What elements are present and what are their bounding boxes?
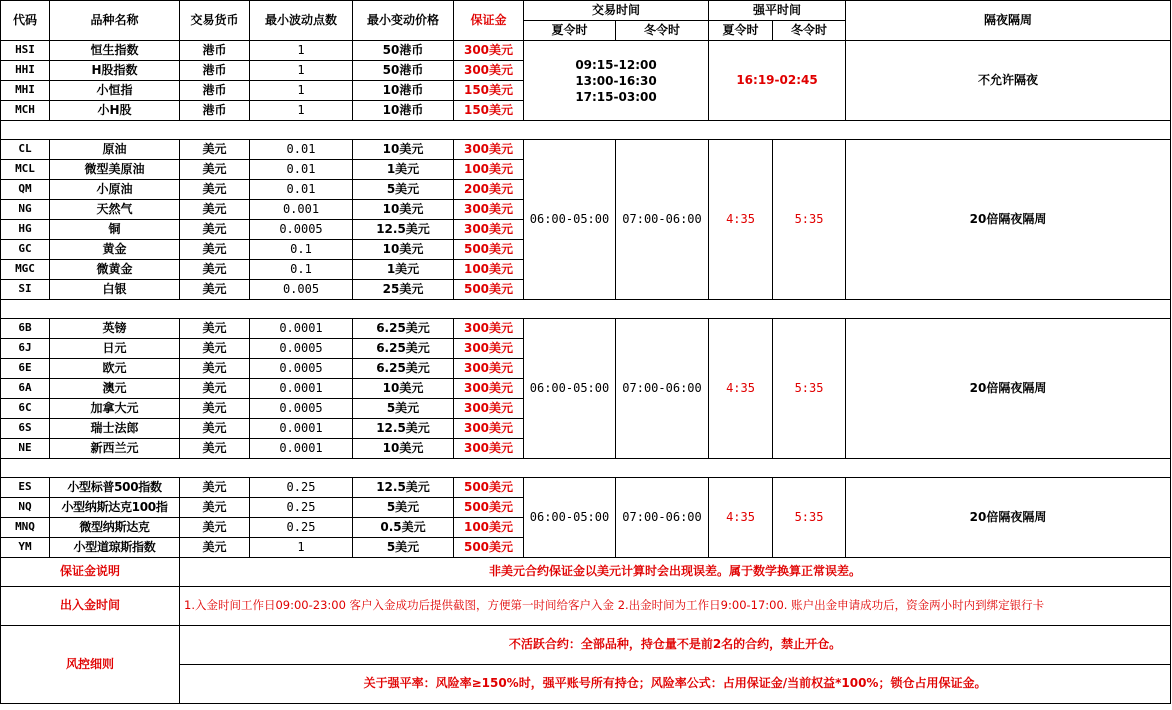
cell-tick: 0.0005: [250, 399, 353, 419]
cell-code: MCL: [1, 160, 50, 180]
cell-margin: 100美元: [454, 518, 524, 538]
table-row: [1, 140, 1171, 160]
cell-code: NQ: [1, 498, 50, 518]
header-liq-winter: 冬令时: [773, 21, 846, 41]
cell-value: 0.5美元: [353, 518, 454, 538]
fx-liq-summer: 4:35: [709, 319, 773, 459]
cell-margin: 300美元: [454, 220, 524, 240]
cell-value: 6.25美元: [353, 359, 454, 379]
risk-label: 风控细则: [1, 626, 180, 704]
cell-name: H股指数: [50, 61, 180, 81]
cell-value: 10美元: [353, 379, 454, 399]
cell-value: 5美元: [353, 498, 454, 518]
cell-margin: 300美元: [454, 399, 524, 419]
cell-code: 6E: [1, 359, 50, 379]
us-index-liq-summer: 4:35: [709, 478, 773, 558]
cell-value: 12.5美元: [353, 220, 454, 240]
us-index-overnight: 20倍隔夜隔周: [846, 478, 1171, 558]
risk-text-liquidation: 关于强平率：风险率≥150%时，强平账号所有持仓；风险率公式：占用保证金/当前权益*100%；锁仓占用保证金。: [180, 665, 1171, 704]
header-margin: 保证金: [454, 1, 524, 41]
cell-code: ES: [1, 478, 50, 498]
cell-name: 恒生指数: [50, 41, 180, 61]
cell-name: 新西兰元: [50, 439, 180, 459]
cell-name: 英镑: [50, 319, 180, 339]
cell-margin: 200美元: [454, 180, 524, 200]
cell-currency: 港币: [180, 81, 250, 101]
hk-trade-time: [524, 41, 709, 121]
cell-currency: 港币: [180, 41, 250, 61]
us-index-trade-winter: 07:00-06:00: [616, 478, 709, 558]
cell-code: CL: [1, 140, 50, 160]
header-currency: 交易货币: [180, 1, 250, 41]
cell-currency: 港币: [180, 61, 250, 81]
cell-value: 50港币: [353, 61, 454, 81]
cell-value: 1美元: [353, 160, 454, 180]
fx-liq-winter: 5:35: [773, 319, 846, 459]
hk-liquidation-time: 16:19-02:45: [709, 41, 846, 121]
cell-name: 瑞士法郎: [50, 419, 180, 439]
cell-currency: 港币: [180, 101, 250, 121]
cell-code: MGC: [1, 260, 50, 280]
table-row: [1, 41, 1171, 61]
cell-name: 微黄金: [50, 260, 180, 280]
cell-margin: 300美元: [454, 419, 524, 439]
cell-tick: 1: [250, 81, 353, 101]
header-min-tick: 最小波动点数: [250, 1, 353, 41]
cell-tick: 0.0005: [250, 359, 353, 379]
cell-currency: 美元: [180, 240, 250, 260]
us-index-liq-winter: 5:35: [773, 478, 846, 558]
cell-value: 6.25美元: [353, 319, 454, 339]
cell-tick: 0.01: [250, 180, 353, 200]
cell-name: 小型标普500指数: [50, 478, 180, 498]
spacer-cell: [1, 121, 1171, 140]
cell-margin: 500美元: [454, 538, 524, 558]
cell-tick: 0.0005: [250, 339, 353, 359]
risk-row-1: [1, 626, 1171, 665]
cell-currency: 美元: [180, 180, 250, 200]
cell-margin: 100美元: [454, 160, 524, 180]
cell-code: HHI: [1, 61, 50, 81]
cell-currency: 美元: [180, 220, 250, 240]
cell-margin: 150美元: [454, 101, 524, 121]
cell-margin: 500美元: [454, 280, 524, 300]
cell-code: QM: [1, 180, 50, 200]
cell-currency: 美元: [180, 498, 250, 518]
commodity-trade-winter: 07:00-06:00: [616, 140, 709, 300]
cell-code: YM: [1, 538, 50, 558]
cell-currency: 美元: [180, 200, 250, 220]
cell-tick: 1: [250, 41, 353, 61]
cell-tick: 0.0001: [250, 379, 353, 399]
cell-name: 白银: [50, 280, 180, 300]
cell-tick: 1: [250, 538, 353, 558]
cell-code: HSI: [1, 41, 50, 61]
cell-tick: 0.1: [250, 260, 353, 280]
cell-value: 10港币: [353, 81, 454, 101]
cell-code: NG: [1, 200, 50, 220]
cell-currency: 美元: [180, 280, 250, 300]
cell-name: 黄金: [50, 240, 180, 260]
cell-name: 小型纳斯达克100指: [50, 498, 180, 518]
fx-trade-summer: 06:00-05:00: [524, 319, 616, 459]
funds-time-row: [1, 587, 1171, 626]
spacer-row: [1, 300, 1171, 319]
cell-code: NE: [1, 439, 50, 459]
cell-tick: 0.0001: [250, 319, 353, 339]
cell-tick: 0.005: [250, 280, 353, 300]
cell-code: 6S: [1, 419, 50, 439]
cell-tick: 0.1: [250, 240, 353, 260]
cell-margin: 300美元: [454, 61, 524, 81]
cell-currency: 美元: [180, 339, 250, 359]
cell-currency: 美元: [180, 478, 250, 498]
fx-overnight: 20倍隔夜隔周: [846, 319, 1171, 459]
commodity-overnight: 20倍隔夜隔周: [846, 140, 1171, 300]
funds-time-label: 出入金时间: [1, 587, 180, 626]
cell-currency: 美元: [180, 538, 250, 558]
cell-name: 小恒指: [50, 81, 180, 101]
cell-code: 6B: [1, 319, 50, 339]
cell-value: 10美元: [353, 439, 454, 459]
cell-currency: 美元: [180, 379, 250, 399]
cell-name: 欧元: [50, 359, 180, 379]
cell-currency: 美元: [180, 319, 250, 339]
cell-code: MNQ: [1, 518, 50, 538]
cell-value: 5美元: [353, 180, 454, 200]
header-code: 代码: [1, 1, 50, 41]
cell-value: 6.25美元: [353, 339, 454, 359]
cell-name: 小H股: [50, 101, 180, 121]
cell-name: 小型道琼斯指数: [50, 538, 180, 558]
fx-trade-winter: 07:00-06:00: [616, 319, 709, 459]
cell-name: 微型美原油: [50, 160, 180, 180]
cell-value: 10美元: [353, 200, 454, 220]
spacer-row: [1, 459, 1171, 478]
header-trade-winter: 冬令时: [616, 21, 709, 41]
cell-name: 铜: [50, 220, 180, 240]
cell-margin: 500美元: [454, 240, 524, 260]
header-tick-value: 最小变动价格: [353, 1, 454, 41]
cell-currency: 美元: [180, 439, 250, 459]
cell-currency: 美元: [180, 419, 250, 439]
cell-tick: 0.0005: [250, 220, 353, 240]
spacer-cell: [1, 300, 1171, 319]
cell-name: 澳元: [50, 379, 180, 399]
cell-currency: 美元: [180, 359, 250, 379]
cell-currency: 美元: [180, 399, 250, 419]
cell-tick: 0.01: [250, 160, 353, 180]
margin-note-label: 保证金说明: [1, 558, 180, 587]
header-liq-summer: 夏令时: [709, 21, 773, 41]
hk-trade-line: 13:00-16:30: [575, 73, 657, 88]
cell-margin: 300美元: [454, 359, 524, 379]
us-index-trade-summer: 06:00-05:00: [524, 478, 616, 558]
header-trading-time: 交易时间: [524, 1, 709, 21]
header-row-1: [1, 1, 1171, 21]
table-row: [1, 478, 1171, 498]
commodity-liq-winter: 5:35: [773, 140, 846, 300]
cell-tick: 0.0001: [250, 439, 353, 459]
cell-value: 10美元: [353, 240, 454, 260]
cell-code: 6J: [1, 339, 50, 359]
cell-name: 微型纳斯达克: [50, 518, 180, 538]
cell-tick: 0.25: [250, 478, 353, 498]
cell-margin: 300美元: [454, 319, 524, 339]
cell-value: 1美元: [353, 260, 454, 280]
cell-tick: 1: [250, 61, 353, 81]
cell-currency: 美元: [180, 140, 250, 160]
cell-margin: 300美元: [454, 439, 524, 459]
cell-currency: 美元: [180, 260, 250, 280]
cell-code: HG: [1, 220, 50, 240]
risk-text-inactive: 不活跃合约：全部品种，持仓量不是前2名的合约，禁止开仓。: [180, 626, 1171, 665]
commodity-trade-summer: 06:00-05:00: [524, 140, 616, 300]
spacer-cell: [1, 459, 1171, 478]
cell-code: 6A: [1, 379, 50, 399]
cell-tick: 0.0001: [250, 419, 353, 439]
margin-note-text: 非美元合约保证金以美元计算时会出现误差。属于数学换算正常误差。: [180, 558, 1171, 587]
cell-code: 6C: [1, 399, 50, 419]
cell-currency: 美元: [180, 518, 250, 538]
cell-name: 加拿大元: [50, 399, 180, 419]
cell-margin: 100美元: [454, 260, 524, 280]
cell-margin: 150美元: [454, 81, 524, 101]
cell-tick: 0.001: [250, 200, 353, 220]
cell-currency: 美元: [180, 160, 250, 180]
table-row: [1, 319, 1171, 339]
cell-value: 12.5美元: [353, 478, 454, 498]
cell-margin: 300美元: [454, 379, 524, 399]
cell-margin: 300美元: [454, 140, 524, 160]
header-name: 品种名称: [50, 1, 180, 41]
cell-tick: 0.25: [250, 498, 353, 518]
cell-margin: 300美元: [454, 200, 524, 220]
cell-value: 10港币: [353, 101, 454, 121]
hk-trade-line: 17:15-03:00: [575, 89, 657, 104]
cell-margin: 300美元: [454, 339, 524, 359]
cell-code: MHI: [1, 81, 50, 101]
cell-tick: 1: [250, 101, 353, 121]
cell-value: 25美元: [353, 280, 454, 300]
cell-margin: 300美元: [454, 41, 524, 61]
cell-code: SI: [1, 280, 50, 300]
cell-value: 50港币: [353, 41, 454, 61]
commodity-liq-summer: 4:35: [709, 140, 773, 300]
cell-code: MCH: [1, 101, 50, 121]
cell-code: GC: [1, 240, 50, 260]
cell-name: 原油: [50, 140, 180, 160]
spacer-row: [1, 121, 1171, 140]
cell-value: 12.5美元: [353, 419, 454, 439]
cell-value: 5美元: [353, 399, 454, 419]
cell-margin: 500美元: [454, 478, 524, 498]
cell-value: 5美元: [353, 538, 454, 558]
cell-tick: 0.01: [250, 140, 353, 160]
cell-name: 日元: [50, 339, 180, 359]
header-overnight: 隔夜隔周: [846, 1, 1171, 41]
margin-note-row: [1, 558, 1171, 587]
cell-tick: 0.25: [250, 518, 353, 538]
cell-name: 天然气: [50, 200, 180, 220]
cell-margin: 500美元: [454, 498, 524, 518]
header-liquidation-time: 强平时间: [709, 1, 846, 21]
cell-value: 10美元: [353, 140, 454, 160]
hk-trade-line: 09:15-12:00: [575, 57, 657, 72]
hk-overnight: 不允许隔夜: [846, 41, 1171, 121]
cell-name: 小原油: [50, 180, 180, 200]
header-trade-summer: 夏令时: [524, 21, 616, 41]
funds-time-text: 1.入金时间工作日09:00-23:00 客户入金成功后提供截图，方便第一时间给客户入金 2.出金时间为工作日9:00-17:00. 账户出金申请成功后，资金两小时内到绑定银行卡: [180, 587, 1171, 626]
